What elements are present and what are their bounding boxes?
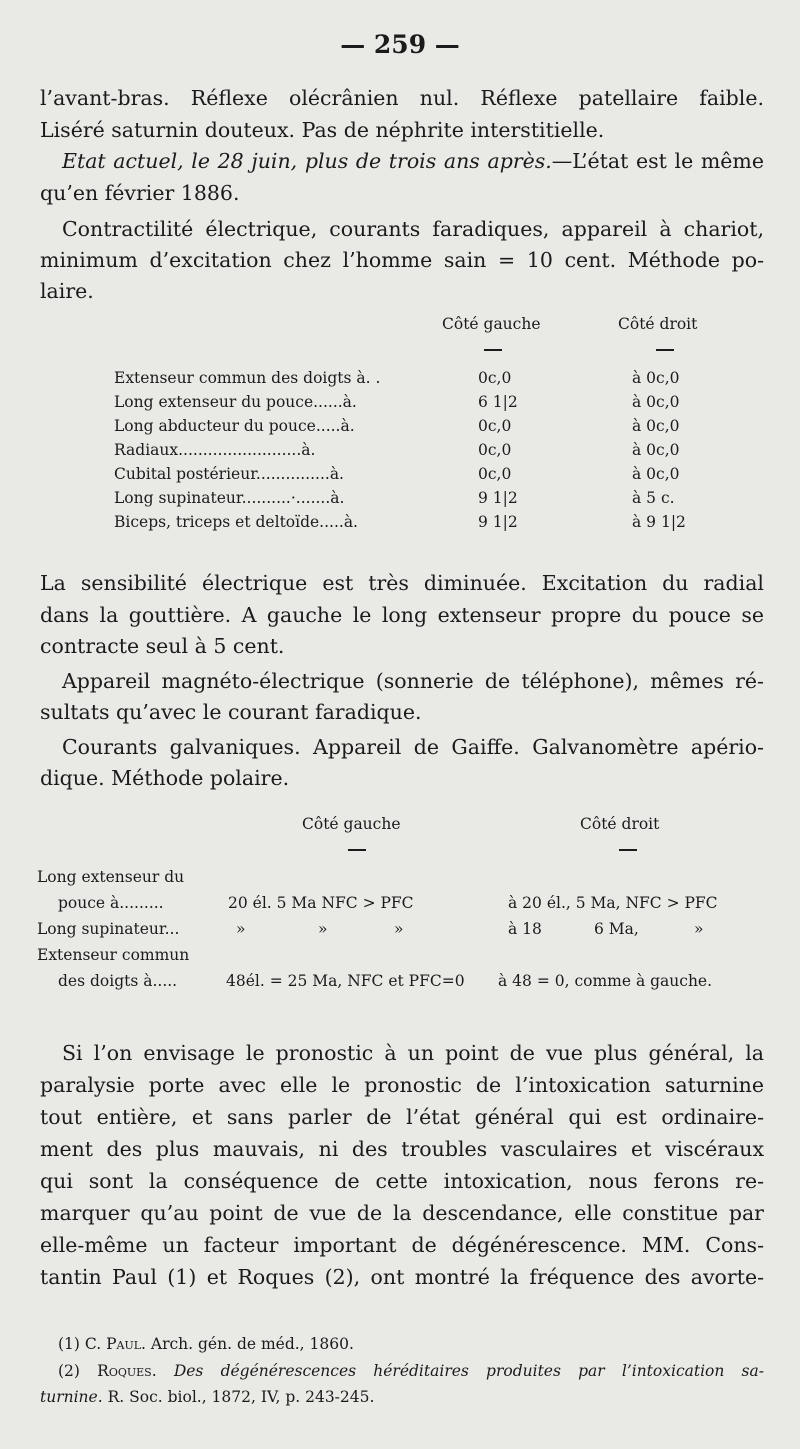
table1-dash-left	[484, 349, 502, 351]
table2-muscle: pouce à.........	[58, 894, 164, 912]
page-number: — 259 —	[340, 30, 460, 59]
body-line: Si l’on envisage le pronostic à un point de vue plus général, la	[62, 1041, 764, 1065]
table1-header-right: Côté droit	[618, 315, 698, 333]
table2-muscle: Long supinateur...	[37, 920, 180, 938]
table2-ditto: »	[236, 920, 246, 938]
table2-gauche: 20 él. 5 Ma NFC > PFC	[228, 894, 414, 912]
body-line: contracte seul à 5 cent.	[40, 634, 285, 658]
table1-row-droit: à 0c,0	[632, 417, 680, 435]
footnote-number: (1)	[58, 1335, 80, 1353]
footnote-2	[58, 1359, 764, 1383]
table2-muscle: des doigts à.....	[58, 972, 178, 990]
table2-dash-left	[348, 849, 366, 851]
footnote-author: Roques.	[97, 1362, 157, 1380]
footnote-text: Arch. gén. de méd., 1860.	[150, 1335, 354, 1353]
footnote-title: Des dégénérescences héréditaires produites par l’intoxication sa-	[173, 1362, 764, 1380]
table1-row-gauche: 6 1|2	[478, 393, 518, 411]
italic-run: Etat actuel, le 28 juin, plus de trois ans après.	[62, 149, 552, 173]
table1-row-muscle: Cubital postérieur...............à.	[114, 465, 344, 483]
table2-muscle: Extenseur commun	[37, 946, 190, 964]
table1-row-droit: à 0c,0	[632, 369, 680, 387]
table2-ditto: »	[318, 920, 328, 938]
table2-droit: à 20 él., 5 Ma, NFC > PFC	[508, 894, 718, 912]
body-line: Liséré saturnin douteux. Pas de néphrite interstitielle.	[40, 118, 605, 142]
body-line: La sensibilité électrique est très diminuée. Excitation du radial	[40, 571, 764, 595]
footnote-2-cont	[40, 1385, 374, 1409]
table2-gauche: 48él. = 25 Ma, NFC et PFC=0	[226, 972, 465, 990]
table1-row-muscle: Long abducteur du pouce.....à.	[114, 417, 355, 435]
table1-row-muscle: Long supinateur..........·.......à.	[114, 489, 345, 507]
body-line: sultats qu’avec le courant faradique.	[40, 700, 422, 724]
table1-row-droit: à 0c,0	[632, 393, 680, 411]
table2-droit: à 48 = 0, comme à gauche.	[498, 972, 713, 990]
table2-muscle: Long extenseur du	[37, 868, 185, 886]
body-line: paralysie porte avec elle le pronostic de l’intoxication saturnine	[40, 1073, 764, 1097]
body-line: dans la gouttière. A gauche le long extenseur propre du pouce se	[40, 603, 764, 627]
table2-header-left: Côté gauche	[302, 815, 401, 833]
body-line-mixed	[62, 145, 764, 177]
footnote-author: C. Paul.	[84, 1335, 146, 1353]
body-line: laire.	[40, 279, 94, 303]
table1-row-muscle: Long extenseur du pouce......à.	[114, 393, 357, 411]
body-line: elle-même un facteur important de dégénérescence. MM. Cons-	[40, 1233, 764, 1257]
table1-row-gauche: 0c,0	[478, 441, 512, 459]
text-run: —L’état est le même	[551, 149, 764, 173]
table1-row-gauche: 0c,0	[478, 465, 512, 483]
footnote-number: (2)	[58, 1362, 80, 1380]
table2-droit: 6 Ma,	[594, 920, 639, 938]
body-line: minimum d’excitation chez l’homme sain = 10 cent. Méthode po-	[40, 248, 764, 272]
table1-row-droit: à 0c,0	[632, 441, 680, 459]
body-line: Courants galvaniques. Appareil de Gaiffe. Galvanomètre apério-	[62, 735, 764, 759]
body-line: Contractilité électrique, courants faradiques, appareil à chariot,	[62, 217, 764, 241]
body-line: qui sont la conséquence de cette intoxication, nous ferons re-	[40, 1169, 764, 1193]
body-line: tantin Paul (1) et Roques (2), ont montré la fréquence des avorte-	[40, 1265, 764, 1289]
table2-droit: à 18	[508, 920, 542, 938]
table1-row-gauche: 9 1|2	[478, 513, 518, 531]
table1-dash-right	[656, 349, 674, 351]
table1-row-droit: à 0c,0	[632, 465, 680, 483]
table1-row-gauche: 0c,0	[478, 369, 512, 387]
table1-row-droit: à 9 1|2	[632, 513, 686, 531]
table1-row-droit: à 5 c.	[632, 489, 675, 507]
table1-header-left: Côté gauche	[442, 315, 541, 333]
body-line: l’avant-bras. Réflexe olécrânien nul. Réflexe patellaire faible.	[40, 86, 764, 110]
body-line: marquer qu’au point de vue de la descendance, elle constitue par	[40, 1201, 764, 1225]
body-line: dique. Méthode polaire.	[40, 766, 290, 790]
body-line: Appareil magnéto-électrique (sonnerie de téléphone), mêmes ré-	[62, 669, 764, 693]
table2-ditto: »	[394, 920, 404, 938]
table1-row-gauche: 0c,0	[478, 417, 512, 435]
footnote-1	[58, 1332, 354, 1356]
table2-header-right: Côté droit	[580, 815, 660, 833]
table1-row-muscle: Extenseur commun des doigts à. .	[114, 369, 381, 387]
table1-row-muscle: Biceps, triceps et deltoïde.....à.	[114, 513, 358, 531]
footnote-text: R. Soc. biol., 1872, IV, p. 243-245.	[107, 1388, 375, 1406]
body-line: ment des plus mauvais, ni des troubles vasculaires et viscéraux	[40, 1137, 764, 1161]
body-line: tout entière, et sans parler de l’état général qui est ordinaire-	[40, 1105, 764, 1129]
table2-dash-right	[619, 849, 637, 851]
table2-ditto: »	[694, 920, 704, 938]
body-line: qu’en février 1886.	[40, 181, 240, 205]
table1-row-muscle: Radiaux.........................à.	[114, 441, 316, 459]
footnote-title: turnine.	[40, 1388, 103, 1406]
table1-row-gauche: 9 1|2	[478, 489, 518, 507]
